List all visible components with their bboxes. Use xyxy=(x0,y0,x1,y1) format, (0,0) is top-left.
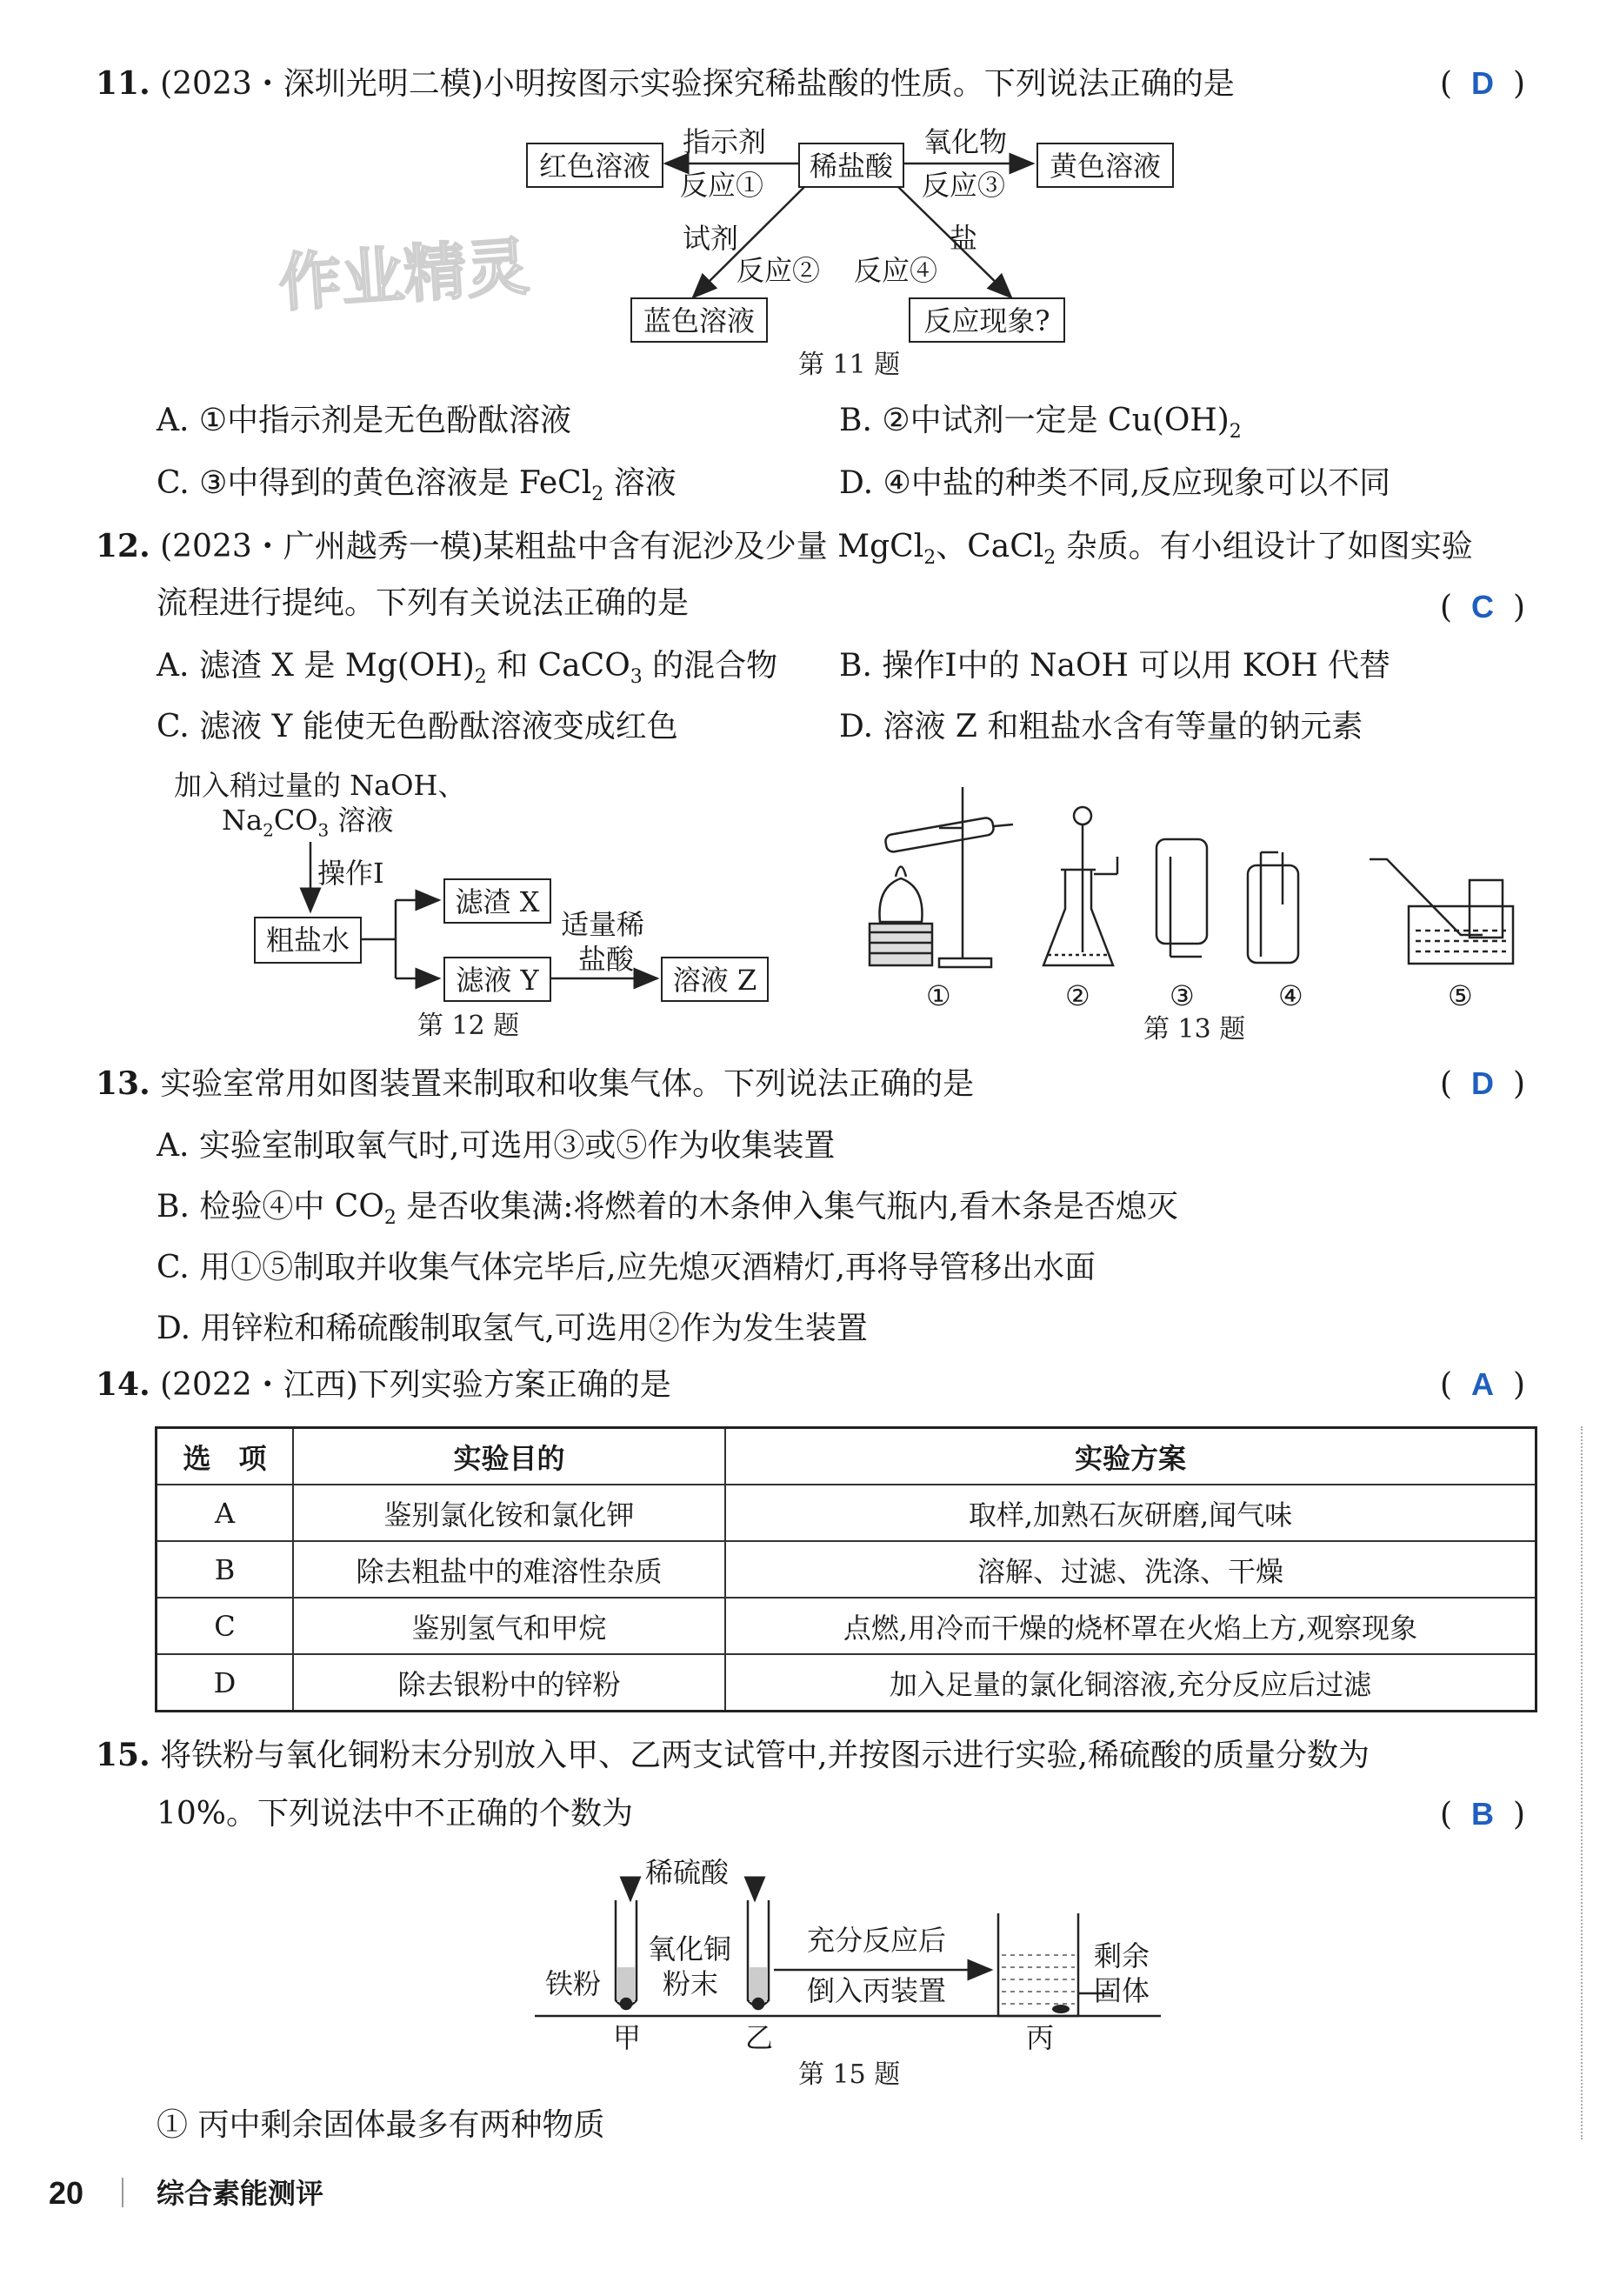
q13-stem: 13. 实验室常用如图装置来制取和收集气体。下列说法正确的是 xyxy=(96,1065,975,1102)
cell-option: D xyxy=(157,1654,294,1712)
tube-b-label: 乙 xyxy=(745,2021,774,2054)
q15-stem-line2: 10%。下列说法中不正确的个数为 xyxy=(157,1796,634,1832)
cell-option: A xyxy=(157,1485,294,1541)
q11-option-c: C. ③中得到的黄色溶液是 FeCl$_2$ 溶液 xyxy=(157,465,677,506)
apparatus-2-label: ② xyxy=(1065,979,1090,1012)
salt-label: 盐 xyxy=(950,222,978,255)
cell-purpose: 除去银粉中的锌粉 xyxy=(293,1654,725,1712)
cell-purpose: 鉴别氢气和甲烷 xyxy=(293,1598,725,1654)
phenomenon-box: 反应现象? xyxy=(909,297,1065,343)
q12-caption: 第 12 题 xyxy=(417,1011,520,1041)
cell-plan: 加入足量的氯化铜溶液,充分反应后过滤 xyxy=(725,1654,1536,1712)
remain-line1: 剩余 xyxy=(1094,1939,1150,1972)
filtrate-box: 滤液 Y xyxy=(443,957,551,1002)
blue-solution-box: 蓝色溶液 xyxy=(630,297,768,343)
q15-stem-line1: 15. 将铁粉与氧化铜粉末分别放入甲、乙两支试管中,并按图示进行实验,稀硫酸的质量分数为 xyxy=(96,1737,1370,1773)
q15-statement-1: ① 丙中剩余固体最多有两种物质 xyxy=(157,2107,605,2143)
header-plan: 实验方案 xyxy=(725,1428,1536,1485)
q13-option-b: B. 检验④中 $CO_2$ 是否收集满:将燃着的木条伸入集气瓶内,看木条是否熄灭 xyxy=(157,1189,1178,1230)
apparatus-3-label: ③ xyxy=(1170,979,1195,1012)
reagent-line2: $Na_2CO_3$ 溶液 xyxy=(222,804,394,841)
q11-caption: 第 11 题 xyxy=(798,350,901,380)
header-purpose: 实验目的 xyxy=(293,1428,725,1485)
reagent-label: 试剂 xyxy=(683,222,739,255)
q12-option-d: D. 溶液 Z 和粗盐水含有等量的钠元素 xyxy=(839,709,1363,744)
q14-stem: 14. (2022・江西)下列实验方案正确的是 xyxy=(96,1366,671,1403)
q11-option-d: D. ④中盐的种类不同,反应现象可以不同 xyxy=(839,465,1391,501)
q13-answer: ( D ) xyxy=(1440,1065,1526,1102)
q11-stem-text: (2023・深圳光明二模)小明按图示实验探究稀盐酸的性质。下列说法正确的是 xyxy=(160,66,1235,102)
hcl-box: 稀盐酸 xyxy=(798,143,904,188)
cell-option: C xyxy=(157,1598,294,1654)
apparatus-1-label: ① xyxy=(926,979,951,1012)
q11-number: 11. xyxy=(96,65,150,102)
red-solution-box: 红色溶液 xyxy=(526,143,663,188)
iron-powder-label: 铁粉 xyxy=(545,1967,602,2000)
reagent-line1: 加入稍过量的 NaOH、 xyxy=(174,769,466,802)
brine-box: 粗盐水 xyxy=(254,917,362,964)
acid-label: 稀硫酸 xyxy=(645,1856,730,1889)
cell-plan: 点燃,用冷而干燥的烧杯罩在火焰上方,观察现象 xyxy=(725,1598,1536,1654)
q14-answer: ( A ) xyxy=(1440,1366,1526,1403)
reaction3-label: 反应③ xyxy=(922,169,1006,202)
watermark: 作业精灵 xyxy=(277,232,531,319)
cell-plan: 溶解、过滤、洗涤、干燥 xyxy=(725,1541,1536,1598)
q11-option-a: A. ①中指示剂是无色酚酞溶液 xyxy=(157,403,572,438)
cuo-line1: 氧化铜 xyxy=(648,1932,732,1966)
footer-divider xyxy=(122,2178,123,2207)
indicator-label: 指示剂 xyxy=(683,125,767,158)
solution-z-box: 溶液 Z xyxy=(661,957,769,1002)
cell-purpose: 除去粗盐中的难溶性杂质 xyxy=(293,1541,725,1598)
beaker-label: 丙 xyxy=(1026,2021,1055,2054)
q12-stem-line2: 流程进行提纯。下列有关说法正确的是 xyxy=(157,585,690,621)
yellow-solution-box: 黄色溶液 xyxy=(1036,143,1174,188)
q12-answer: ( C ) xyxy=(1440,589,1526,625)
acid-line2: 盐酸 xyxy=(578,943,635,976)
q13-option-a: A. 实验室制取氧气时,可选用③或⑤作为收集装置 xyxy=(157,1128,836,1164)
q11-option-b: B. ②中试剂一定是 $Cu(OH)_2$ xyxy=(839,403,1242,444)
cell-purpose: 鉴别氯化铵和氯化钾 xyxy=(293,1485,725,1541)
q13-caption: 第 13 题 xyxy=(1143,1014,1246,1045)
cell-option: B xyxy=(157,1541,294,1598)
footer-title: 综合素能测评 xyxy=(157,2178,324,2209)
q12-stem-line1: 12. (2023・广州越秀一模)某粗盐中含有泥沙及少量 MgCl$_2$、CaCl$_2$ 杂质。有小组设计了如图实验 xyxy=(96,528,1473,570)
apparatus-4-label: ④ xyxy=(1278,979,1303,1012)
acid-line1: 适量稀 xyxy=(561,908,645,941)
q15-caption: 第 15 题 xyxy=(798,2059,901,2090)
residue-box: 滤渣 X xyxy=(443,878,551,924)
reaction1-label: 反应① xyxy=(680,169,764,202)
reaction2-label: 反应② xyxy=(737,254,821,287)
q15-answer: ( B ) xyxy=(1440,1796,1526,1832)
remain-line2: 固体 xyxy=(1094,1974,1150,2007)
cell-plan: 取样,加熟石灰研磨,闻气味 xyxy=(725,1485,1536,1541)
header-option: 选 项 xyxy=(157,1428,294,1485)
page-number: 20 xyxy=(49,2175,84,2211)
arrow-line2: 倒入丙装置 xyxy=(807,1974,947,2007)
oxide-label: 氧化物 xyxy=(923,125,1008,158)
q13-option-d: D. 用锌粒和稀硫酸制取氢气,可选用②作为发生装置 xyxy=(157,1311,868,1346)
q11-answer: ( D ) xyxy=(1440,65,1526,102)
reaction4-label: 反应④ xyxy=(854,254,938,287)
tube-a-label: 甲 xyxy=(613,2021,642,2054)
operation-label: 操作Ⅰ xyxy=(317,857,384,890)
q12-option-b: B. 操作Ⅰ中的 NaOH 可以用 KOH 代替 xyxy=(839,648,1391,684)
apparatus-5-label: ⑤ xyxy=(1448,979,1473,1012)
q13-option-c: C. 用①⑤制取并收集气体完毕后,应先熄灭酒精灯,再将导管移出水面 xyxy=(157,1250,1096,1285)
margin-rule xyxy=(1581,1426,1583,2139)
q12-option-c: C. 滤液 Y 能使无色酚酞溶液变成红色 xyxy=(157,709,678,744)
q12-option-a: A. 滤渣 X 是 $Mg(OH)_2$ 和 CaCO$_3$ 的混合物 xyxy=(157,648,778,689)
arrow-line1: 充分反应后 xyxy=(807,1924,947,1957)
cuo-line2: 粉末 xyxy=(663,1967,719,2000)
